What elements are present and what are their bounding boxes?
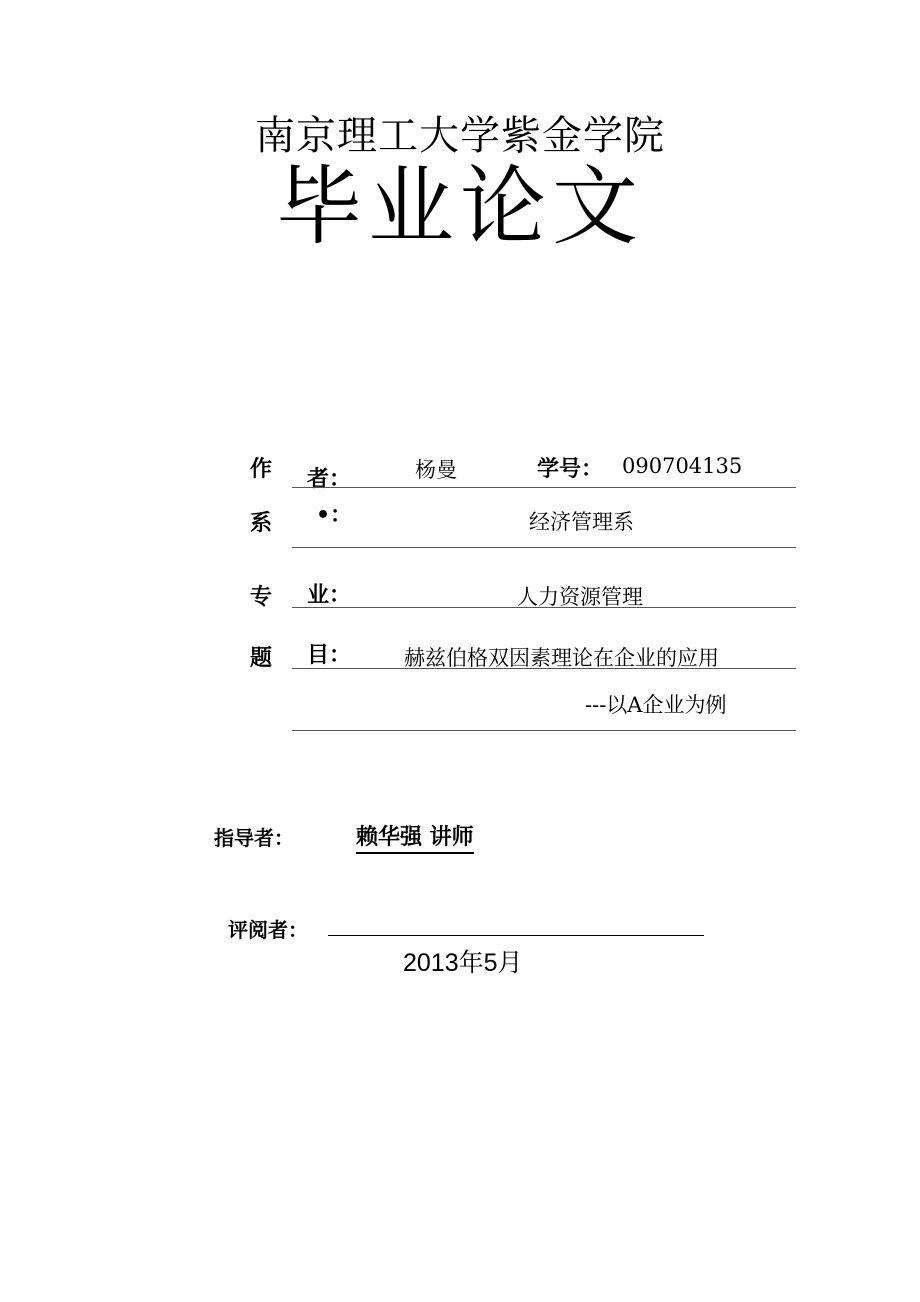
topic-value-line1: 赫兹伯格双因素理论在企业的应用 [404,646,719,670]
dept-underline [292,547,796,548]
reviewer-signature-line [328,935,704,936]
submission-date: 2013年5月 [403,949,523,977]
document-type-title: 毕业论文 [276,157,644,257]
author-value: 杨曼 [415,458,457,482]
school-name: 南京理工大学紫金学院 [255,113,665,159]
major-underline [292,607,796,608]
topic-underline-1 [292,668,796,669]
advisor-label: 指导者： [214,826,294,850]
major-label-char2: 业： [307,583,352,608]
student-id-value: 090704135 [622,454,743,478]
author-underline [292,487,796,488]
topic-value-line2: ---以A企业为例 [585,693,727,717]
dept-value: 经济管理系 [529,510,634,534]
reviewer-label: 评阅者： [228,918,308,942]
major-value: 人力资源管理 [517,585,643,609]
advisor-value: 赖华强 讲师 [356,820,474,854]
topic-underline-2 [292,730,796,731]
major-label-char1: 专 [250,585,273,610]
topic-label-char1: 题 [250,646,273,671]
author-label-char1: 作 [250,457,273,482]
student-id-label: 学号： [537,457,604,482]
author-label-char2: 者： [307,467,352,492]
dept-label-char2: •： [316,503,353,528]
dept-label-char1: 系 [250,511,273,536]
topic-label-char2: 目： [307,643,352,668]
